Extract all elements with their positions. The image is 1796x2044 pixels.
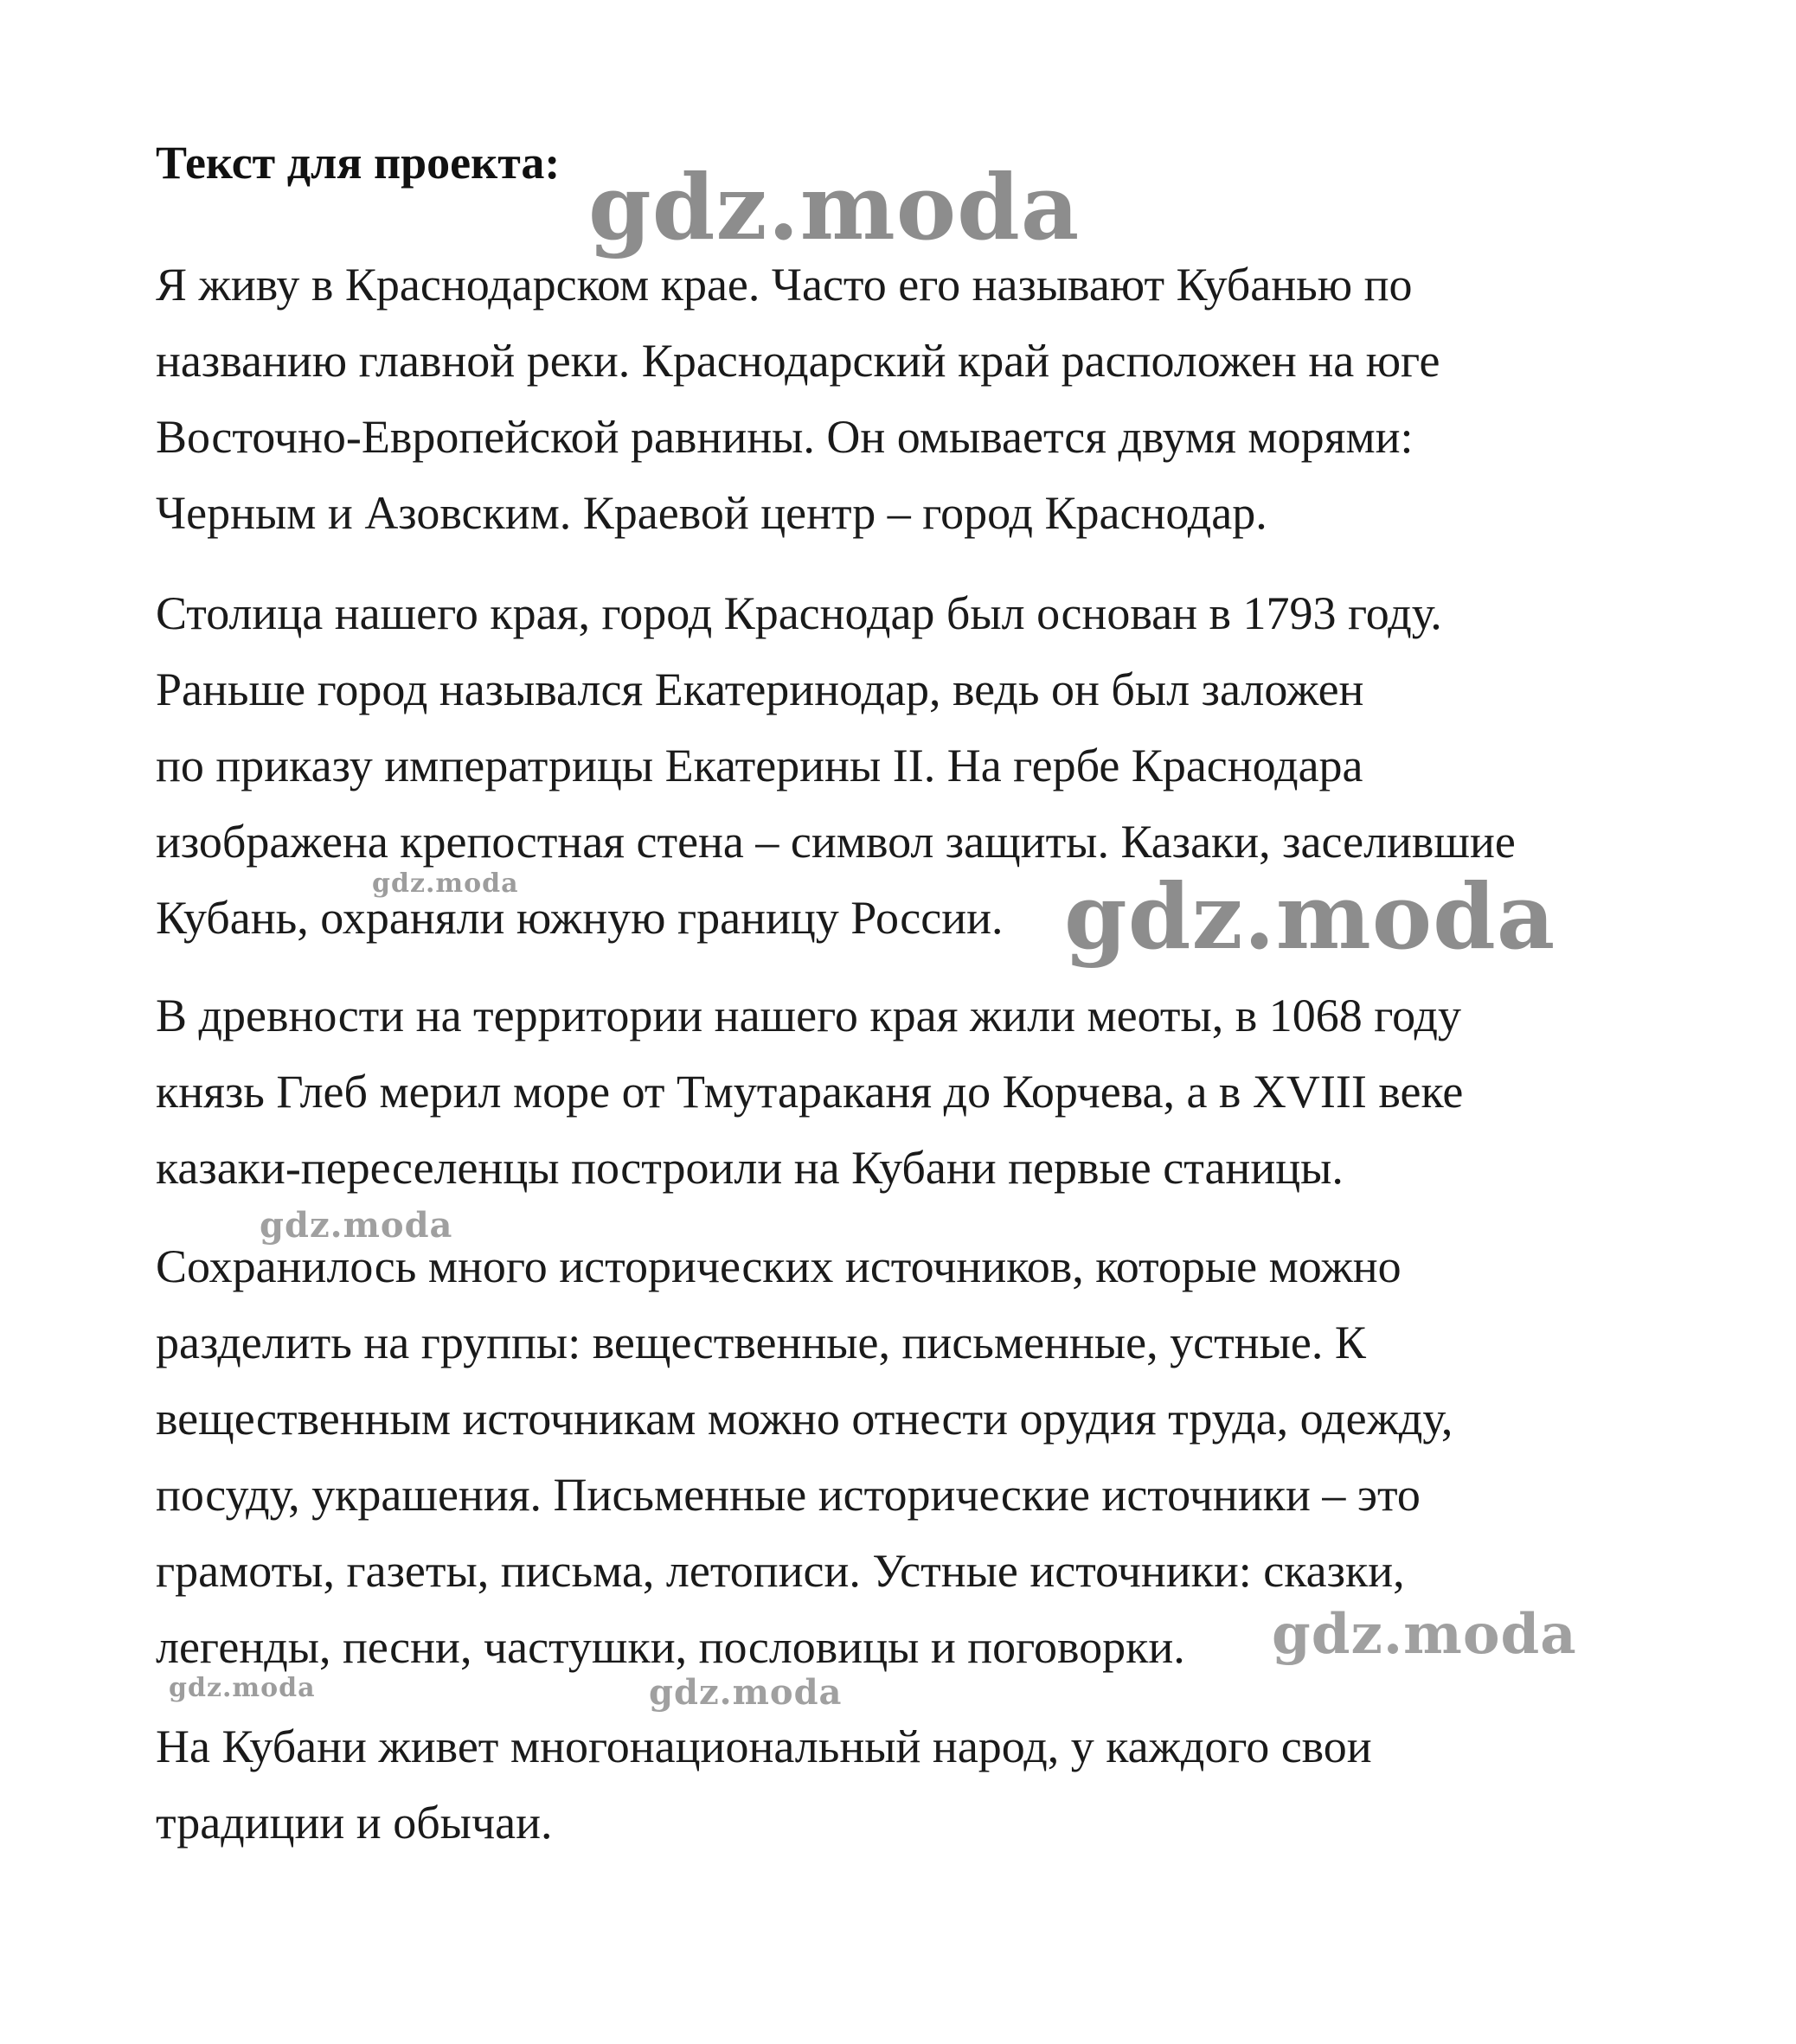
- paragraph-line: легенды, песни, частушки, пословицы и поговорки.: [156, 1621, 1185, 1673]
- watermark: gdz.moda: [1064, 863, 1556, 970]
- document-heading: Текст для проекта:: [156, 137, 561, 189]
- paragraph-line: князь Глеб мерил море от Тмутараканя до Корчева, а в XVIII веке: [156, 1066, 1464, 1118]
- paragraph-line: традиции и обычаи.: [156, 1797, 553, 1849]
- watermark: gdz.moda: [1272, 1602, 1577, 1667]
- paragraph-3: [156, 977, 1463, 1206]
- watermark: gdz.moda: [588, 154, 1081, 260]
- watermark: gdz.moda: [169, 1673, 316, 1703]
- paragraph-line: посуду, украшения. Письменные исторические источники – это: [156, 1469, 1421, 1521]
- paragraph-line: названию главной реки. Краснодарский край расположен на юге: [156, 335, 1440, 387]
- paragraph-1: [156, 247, 1440, 551]
- paragraph-line: разделить на группы: вещественные, письменные, устные. К: [156, 1317, 1366, 1368]
- paragraph-line: изображена крепостная стена – символ защиты. Казаки, заселившие: [156, 816, 1516, 868]
- paragraph-line: Сохранилось много исторических источников, которые можно: [156, 1240, 1402, 1292]
- paragraph-5: [156, 1708, 1372, 1861]
- paragraph-line: Черным и Азовским. Краевой центр – город Краснодар.: [156, 487, 1267, 539]
- paragraph-line: Восточно-Европейской равнины. Он омывается двумя морями:: [156, 411, 1414, 463]
- paragraph-line: Кубань, охраняли южную границу России.: [156, 892, 1004, 944]
- paragraph-line: по приказу императрицы Екатерины II. На гербе Краснодара: [156, 740, 1363, 791]
- paragraph-4: [156, 1228, 1453, 1685]
- paragraph-line: Я живу в Краснодарском крае. Часто его называют Кубанью по: [156, 259, 1413, 311]
- watermark: gdz.moda: [649, 1672, 843, 1713]
- watermark: gdz.moda: [260, 1205, 453, 1246]
- paragraph-line: На Кубани живет многонациональный народ, у каждого свои: [156, 1720, 1372, 1772]
- paragraph-line: В древности на территории нашего края жили меоты, в 1068 году: [156, 990, 1462, 1041]
- paragraph-line: грамоты, газеты, письма, летописи. Устные источники: сказки,: [156, 1545, 1405, 1597]
- watermark: gdz.moda: [372, 868, 519, 899]
- paragraph-line: казаки-переселенцы построили на Кубани первые станицы.: [156, 1142, 1344, 1194]
- paragraph-line: вещественным источникам можно отнести орудия труда, одежду,: [156, 1393, 1453, 1445]
- paragraph-line: Раньше город назывался Екатеринодар, ведь он был заложен: [156, 663, 1364, 715]
- paragraph-line: Столица нашего края, город Краснодар был основан в 1793 году.: [156, 587, 1442, 639]
